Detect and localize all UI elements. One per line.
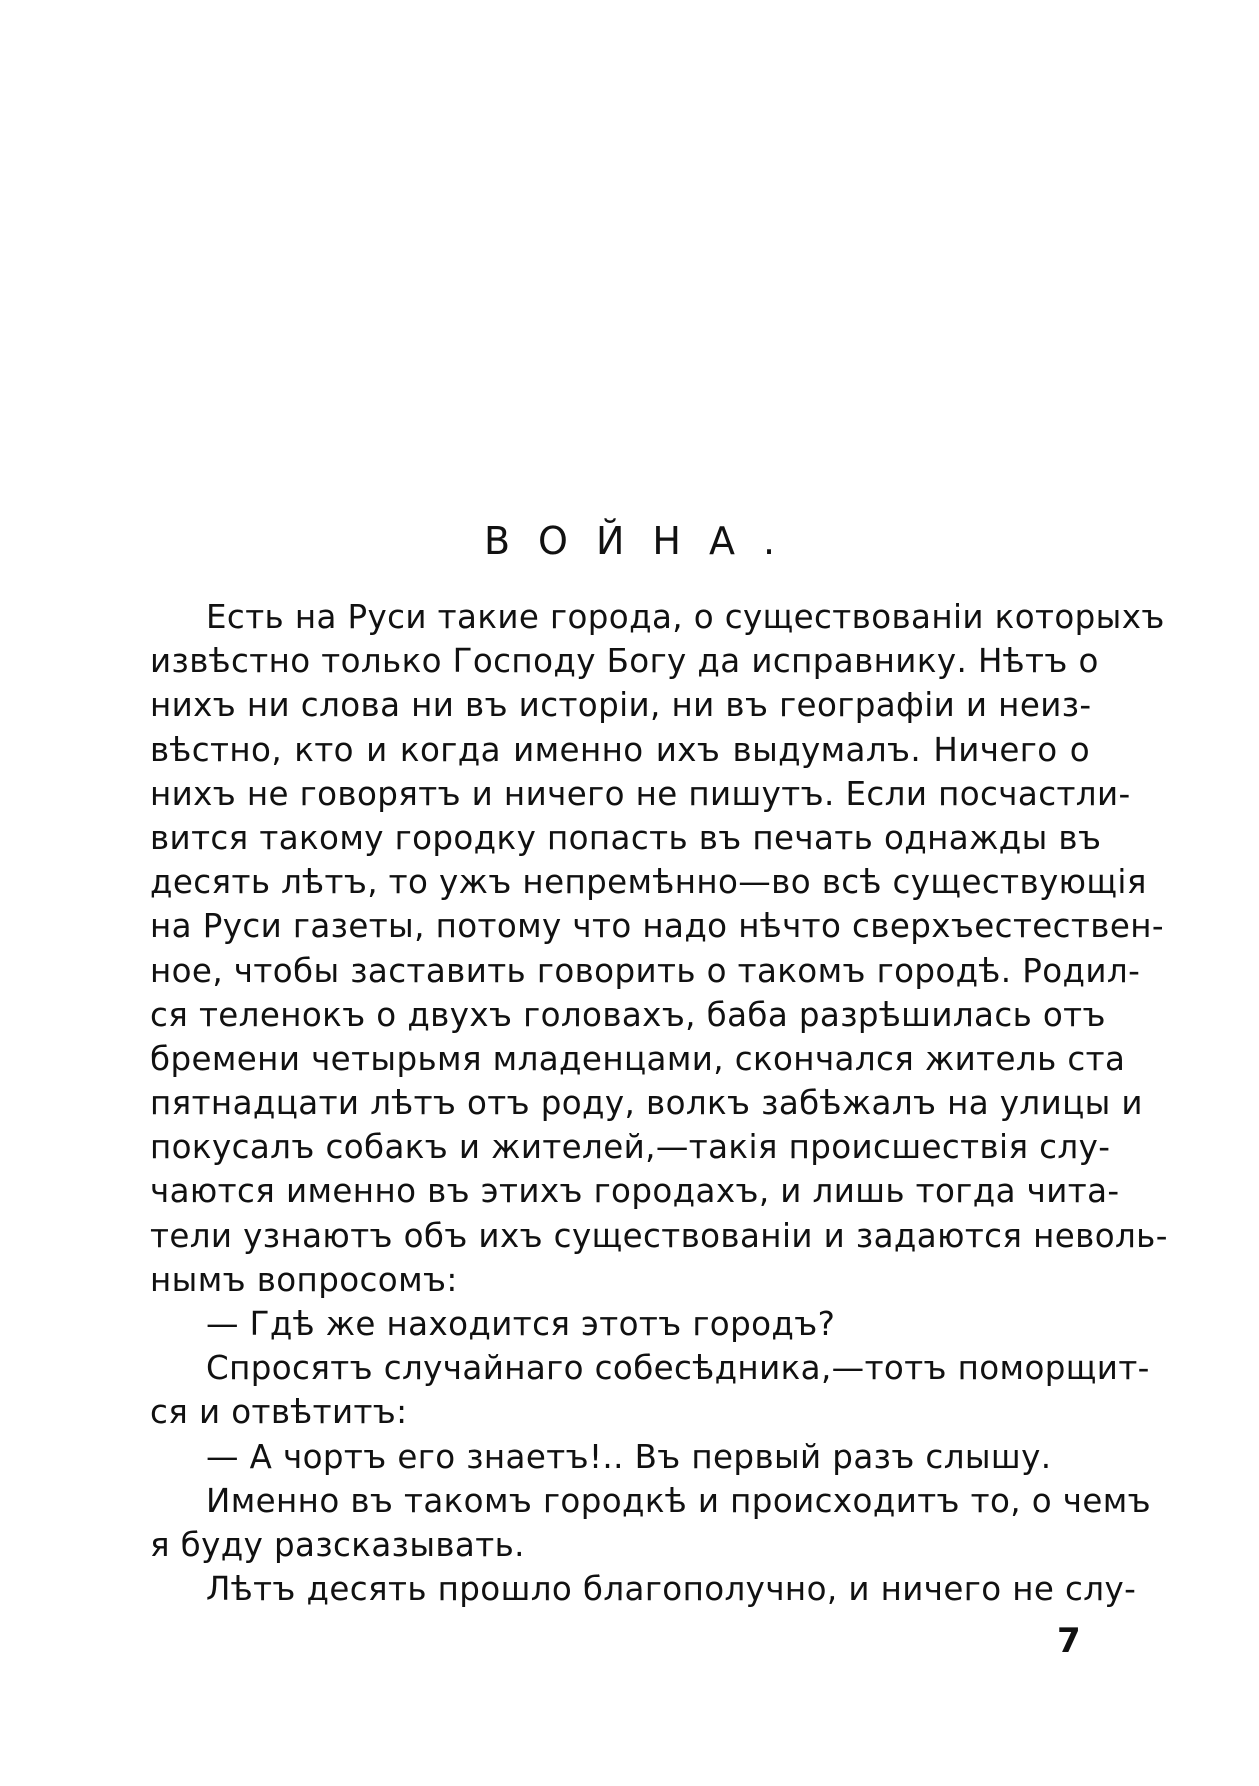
text-line: Лѣтъ десять прошло благополучно, и ничего не слу- <box>206 1570 1137 1609</box>
text-line: — А чортъ его знаетъ!.. Въ первый разъ слышу. <box>206 1437 1052 1476</box>
text-line: тели узнаютъ объ ихъ существованіи и задаются неволь- <box>150 1216 1168 1255</box>
page-number: 7 <box>1057 1621 1081 1661</box>
text-line: пятнадцати лѣтъ отъ роду, волкъ забѣжалъ на улицы и <box>150 1084 1143 1123</box>
text-line: ное, чтобы заставить говорить о такомъ городѣ. Родил- <box>150 951 1141 990</box>
text-line: Спросятъ случайнаго собесѣдника,—тотъ поморщит- <box>206 1349 1150 1388</box>
text-line: десять лѣтъ, то ужъ непремѣнно—во всѣ существующія <box>150 863 1147 902</box>
text-line: ся теленокъ о двухъ головахъ, баба разрѣшилась отъ <box>150 995 1106 1034</box>
text-line: на Руси газеты, потому что надо нѣчто сверхъестествен- <box>150 907 1164 946</box>
text-line: чаются именно въ этихъ городахъ, и лишь тогда чита- <box>150 1172 1120 1211</box>
text-line: покусалъ собакъ и жителей,—такія происшествія слу- <box>150 1128 1111 1167</box>
text-line: ся и отвѣтитъ: <box>150 1393 408 1432</box>
text-line: вится такому городку попасть въ печать однажды въ <box>150 818 1102 857</box>
text-line: Есть на Руси такие города, о существованіи которыхъ <box>206 598 1165 636</box>
text-line: вѣстно, кто и когда именно ихъ выдумалъ. Ничего о <box>150 730 1090 769</box>
text-line: бремени четырьмя младенцами, скончался житель ста <box>150 1039 1126 1078</box>
text-line: я буду разсказывать. <box>150 1525 525 1564</box>
text-line: извѣстно только Господу Богу да исправнику. Нѣтъ о <box>150 642 1099 681</box>
text-line: нихъ не говорятъ и ничего не пишутъ. Если посчастли- <box>150 774 1131 813</box>
text-line: Именно въ такомъ городкѣ и происходитъ то, о чемъ <box>206 1481 1152 1520</box>
chapter-title: ВОЙНА. <box>483 519 804 563</box>
text-line: нымъ вопросомъ: <box>150 1260 458 1299</box>
body-text <box>150 595 1168 1611</box>
text-line: нихъ ни слова ни въ исторіи, ни въ географіи и неиз- <box>150 686 1092 725</box>
text-line: — Гдѣ же находится этотъ городъ? <box>206 1305 836 1343</box>
